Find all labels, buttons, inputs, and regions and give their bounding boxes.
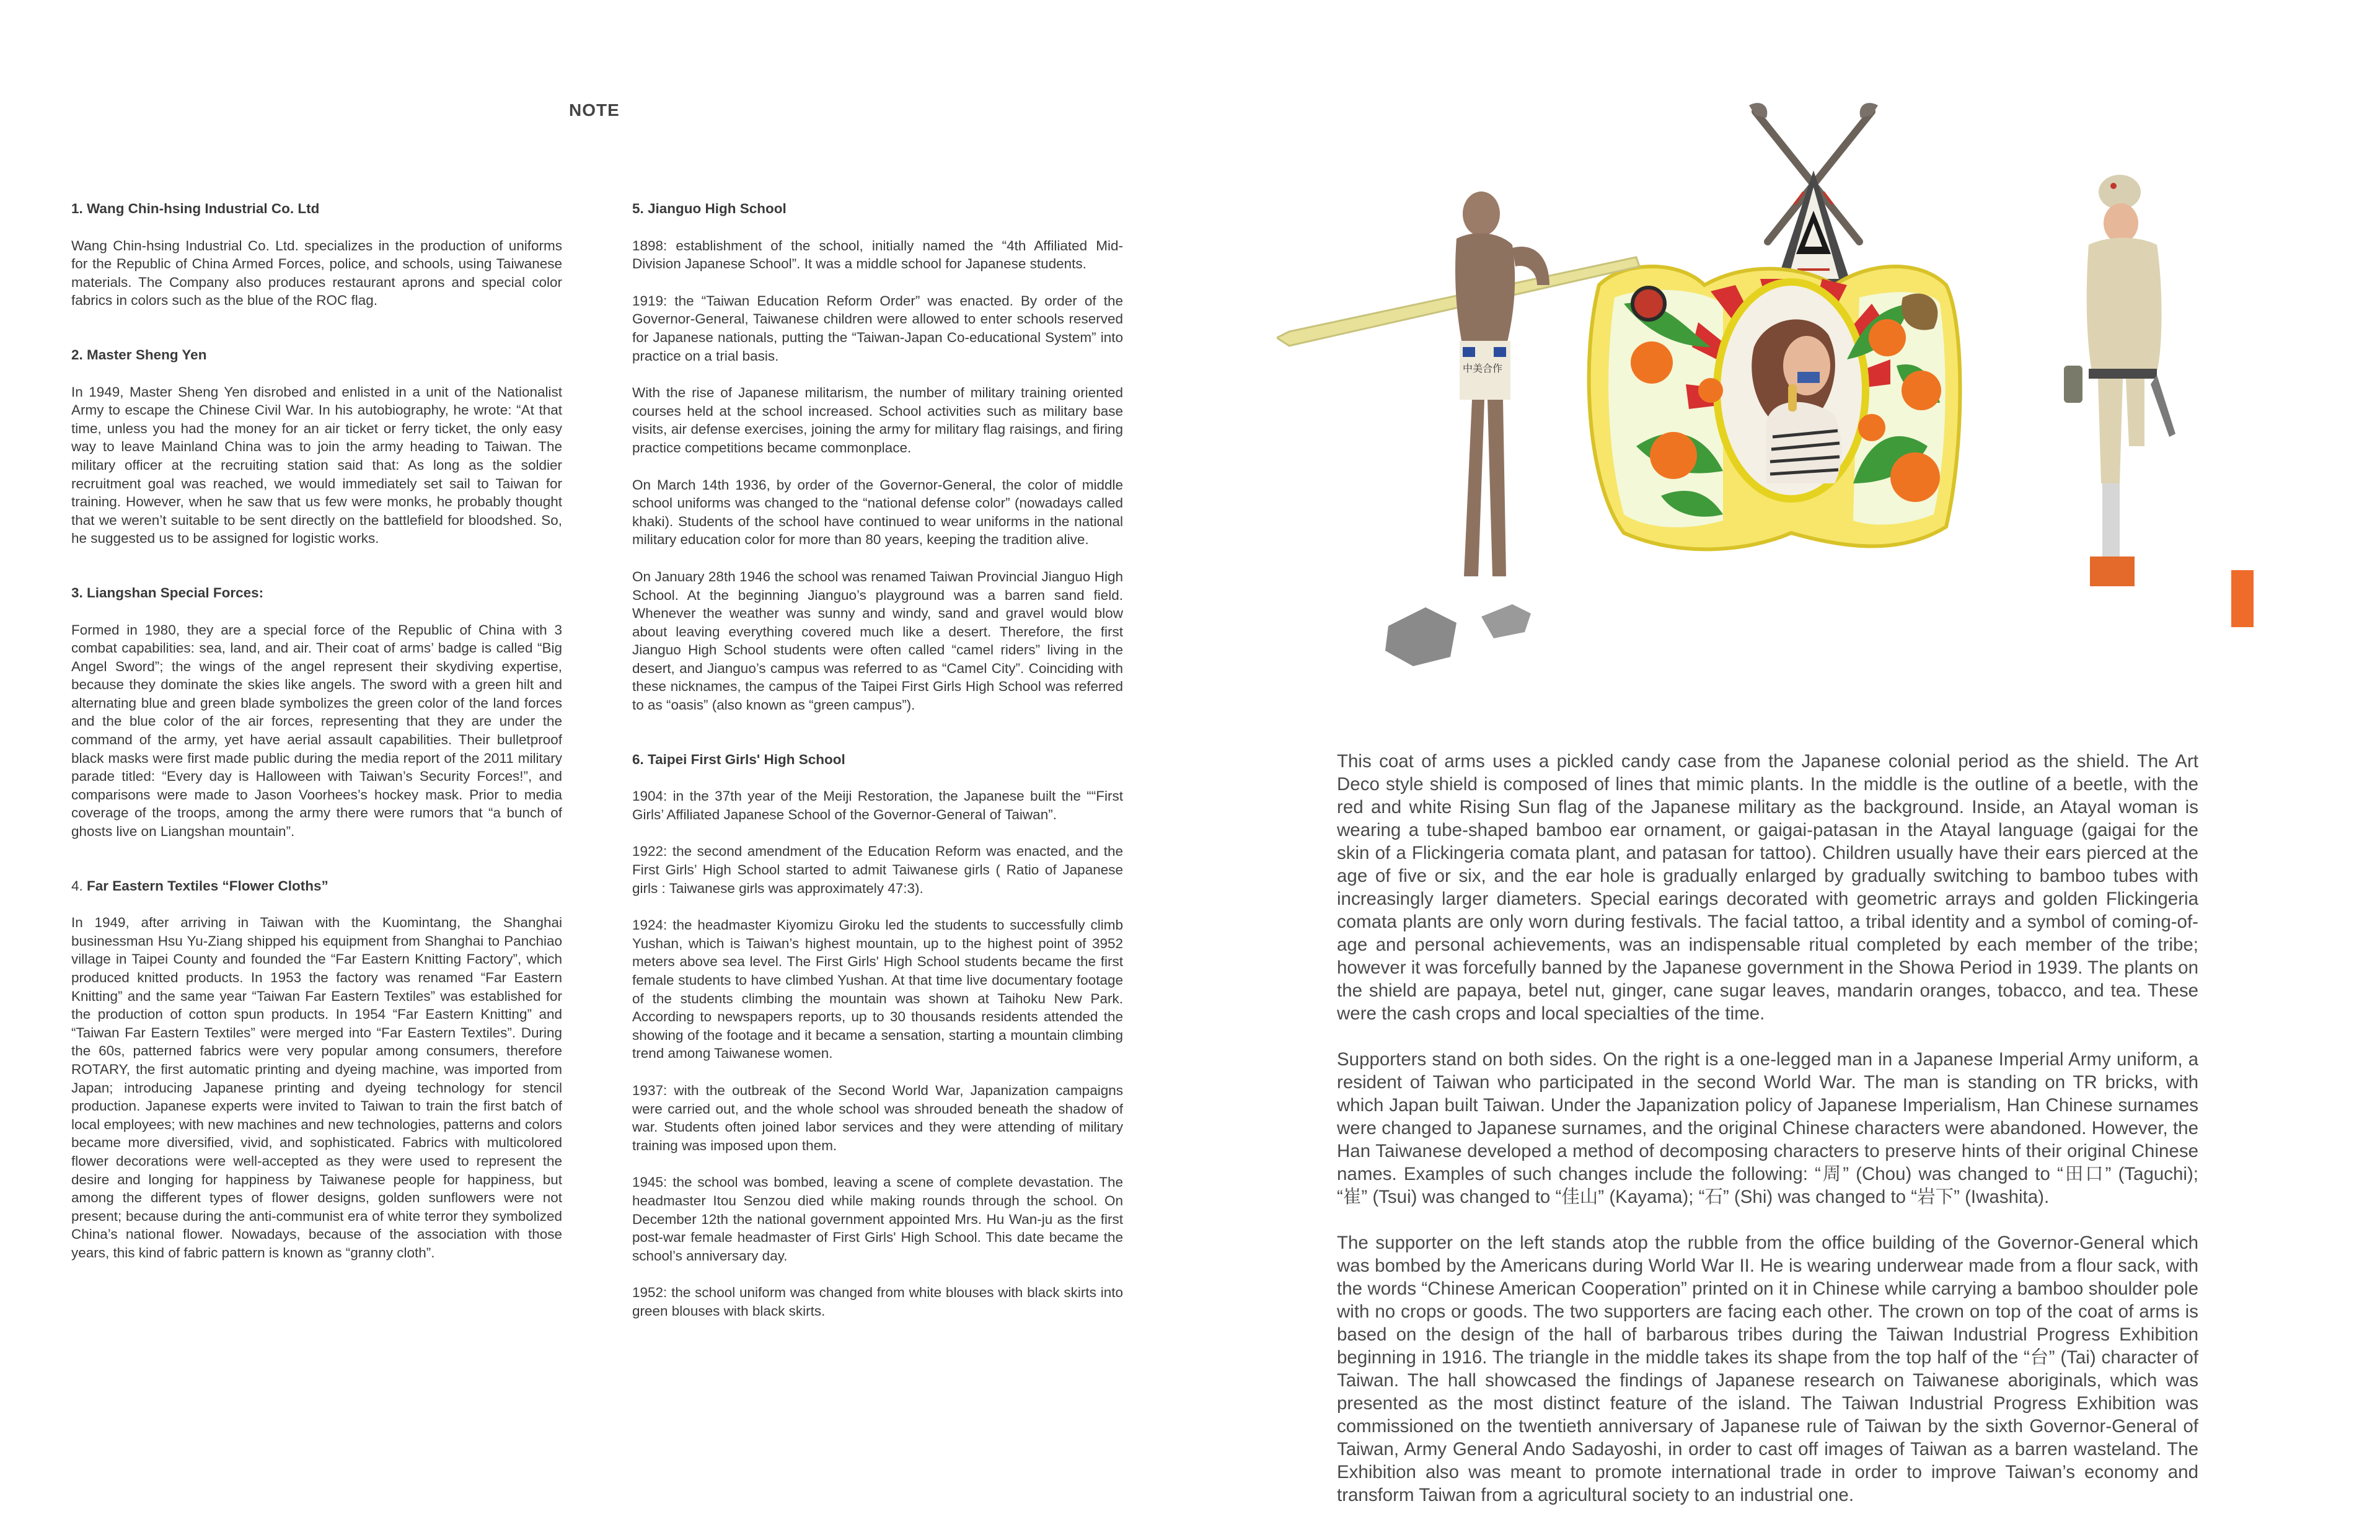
section-title: Far Eastern Textiles “Flower Cloths”	[87, 878, 328, 894]
rubble-left	[1385, 607, 1457, 666]
section-4	[71, 877, 562, 1262]
section-title: Taipei First Girls' High School	[648, 751, 845, 767]
section-heading	[632, 750, 1123, 769]
section-number: 6.	[632, 751, 644, 767]
tr-brick-2	[2231, 570, 2254, 627]
section-5	[632, 200, 1123, 715]
paragraph: On January 28th 1946 the school was renamed Taiwan Provincial Jianguo High School. At the beginning Jianguo’s playground was a barren sand field. Whenever the weather was sunny and windy, sand and gravel would blow about leaving everything covered much like a desert. Therefore, the first Jianguo High School students were often called “camel riders” living in the desert, and Jianguo’s campus was referred to as “Camel City”. Coinciding with these nicknames, the campus of the Taipei First Girls High School was referred to as “oasis” (also known as “green campus”).	[632, 568, 1123, 713]
rubble-right	[1481, 604, 1531, 638]
section-heading	[71, 584, 562, 602]
section-1	[71, 200, 562, 310]
tr-brick-1	[2090, 557, 2135, 586]
paragraph: 1904: in the 37th year of the Meiji Restoration, the Japanese built the ““First Girls’ Affiliated Japanese School of the Governor-General of Taiwan”.	[632, 788, 1123, 822]
section-title: Wang Chin-hsing Industrial Co. Ltd	[87, 201, 320, 216]
left-supporter	[1277, 191, 1639, 666]
section-3	[71, 584, 562, 841]
left-text-column	[71, 200, 562, 1298]
middle-text-column	[632, 200, 1123, 1357]
section-number: 2.	[71, 346, 83, 363]
section-title: Jianguo High School	[648, 201, 787, 216]
section-6	[632, 750, 1123, 1321]
paragraph: 1952: the school uniform was changed from white blouses with black skirts into green blouses with black skirts.	[632, 1285, 1123, 1319]
paragraph: Wang Chin-hsing Industrial Co. Ltd. specializes in the production of uniforms for the Republic of China Armed Forces, police, and schools, using Taiwanese materials. The Company also produces restaurant aprons and special color fabrics in colors such as the blue of the ROC flag.	[71, 237, 562, 309]
paragraph: 1937: with the outbreak of the Second World War, Japanization campaigns were carried out, and the whole school was shrouded beneath the shadow of war. Students often joined labor services and they were attending of military training was imposed upon them.	[632, 1082, 1123, 1153]
paragraph: 1922: the second amendment of the Education Reform was enacted, and the First Girls’ High School started to admit Taiwanese girls ( Ratio of Japanese girls : Taiwanese girls was approximately 47:3).	[632, 843, 1123, 896]
paragraph: Supporters stand on both sides. On the right is a one-legged man in a Japanese Imperial Army uniform, a resident of Taiwan who participated in the second World War. The man is standing on TR bricks, with which Japan built Taiwan. Under the Japanization policy of Japanese Imperialism, Han Chinese surnames were changed to Japanese surnames, and the original Chinese characters were abandoned. However, the Han Taiwanese developed a method of decomposing characters to preserve hints of their original Chinese names. Examples of such changes include the following: “周” (Chou) was changed to “田口” (Taguchi); “崔” (Tsui) was changed to “佳山” (Kayama); “石” (Shi) was changed to “岩下” (Iwashita).	[1337, 1049, 2198, 1207]
paragraph: With the rise of Japanese militarism, the number of military training oriented courses held at the school increased. School activities such as military base visits, air defense exercises, joining the army for military flag raisings, and firing practice competitions became commonplace.	[632, 385, 1123, 455]
section-title: Liangshan Special Forces:	[87, 584, 264, 601]
paragraph: Formed in 1980, they are a special force of the Republic of China with 3 combat capabilities: sea, land, and air. Their coat of arms’ badge is called “Big Angel Sword”; the wings of the angel represent their skydiving expertise, because they dominate the skies like angels. The sword with a green hilt and alternating blue and green blade symbolizes the green color of the land forces and the blue color of the air forces, representing that they are under the command of the army, yet have aerial assault capabilities. Their bulletproof black masks were first made public during the media report of the 2011 military parade titled: “Every day is Halloween with Taiwan’s Security Forces!”, and comparisons were made to Jason Voorhees’s hockey mask. Prior to media coverage of the troops, among the army there were rumors that “a bunch of ghosts live on Liangshan mountain”.	[71, 622, 562, 840]
paragraph: In 1949, after arriving in Taiwan with the Kuomintang, the Shanghai businessman Hsu Yu-Ziang shipped his equipment from Shanghai to Panchiao village in Taipei County and founded the “Far Eastern Knitting Factory”, which produced knitted products. In 1953 the factory was renamed “Far Eastern Knitting” and the same year “Taiwan Far Eastern Textiles” was established for the production of cotton spun products. In 1954 “Far Eastern Knitting” and “Taiwan Far Eastern Textiles” were merged into “Far Eastern Textiles”. During the 60s, patterned fabrics were very popular among consumers, therefore ROTARY, the first automatic printing and dyeing machine, was imported from Japan; introducing Japanese printing and dyeing technology for stencil production. Japanese experts were invited to Taiwan to train the first batch of local employees; with new machines and new technologies, patterns and colors became more diversified, vivid, and sophisticated. Fabrics with multicolored flower decorations were well-accepted as they were used to represent the desire and longing for happiness by Taiwanese people for happiness, but among the different types of flower designs, golden sunflowers were not present; because during the anti-communist era of white terror they symbolized China’s national flower. Nowadays, because of the association with those years, this kind of fabric pattern is known as “granny cloth”.	[71, 915, 562, 1261]
section-heading	[632, 200, 1123, 218]
paragraph: In 1949, Master Sheng Yen disrobed and enlisted in a unit of the Nationalist Army to escape the Chinese Civil War. In his autobiography, he wrote: “At that time, unless you had the money for an air ticket or ferry ticket, the only easy way to leave Mainland China was to join the army heading to Taiwan. The military officer at the recruiting station said that: As long as the soldier recruitment goal was reached, we would immediately set sail to Taiwan for training. However, when he saw that us few were monks, he probably thought that we weren’t suitable to be sent directly on the battlefield for bloodshed. So, he suggested us to be assigned for logistic works.	[71, 384, 562, 547]
paragraph: On March 14th 1936, by order of the Governor-General, the color of middle school uniforms was changed to the “national defense color” (nowadays called khaki). Students of the school have continued to wear uniforms in the national military education color for more than 80 years, keeping the tradition alive.	[632, 477, 1123, 548]
spear-tips	[1749, 103, 1878, 118]
section-number: 3.	[71, 584, 83, 601]
paragraph: 1945: the school was bombed, leaving a scene of complete devastation. The headmaster Itou Senzou died while making rounds through the school. On December 12th the national government appointed Mrs. Hu Wan-ju as the first post-war female headmaster of First Girls' High School. This date became the school’s anniversary day.	[632, 1174, 1123, 1264]
paragraph: 1924: the headmaster Kiyomizu Giroku led the students to successfully climb Yushan, which is Taiwan’s highest mountain, up to the highest point of 3952 meters above sea level. The First Girls' High School students became the first female students to have climbed Yushan. At that time live documentary footage of the students climbing the mountain was shown at Taihoku New Park. According to newspapers reports, up to 30 thousands residents attended the showing of the footage and it became a sensation, starting a mountain climbing trend among Taiwanese women.	[632, 917, 1123, 1062]
right-supporter	[2064, 175, 2254, 627]
flour-sack-text: 中美合作	[1463, 364, 1503, 374]
paragraph: 1898: establishment of the school, initially named the “4th Affiliated Mid-Division Japanese School”. It was a middle school for Japanese students.	[632, 237, 1123, 272]
paragraph: This coat of arms uses a pickled candy case from the Japanese colonial period as the shield. The Art Deco style shield is composed of lines that mimic plants. In the middle is the outline of a beetle, with the red and white Rising Sun flag of the Japanese military as the background. Inside, an Atayal woman is wearing a tube-shaped bamboo ear ornament, or gaigai-patasan in the Atayal language (gaigai for the skin of a Flickingeria comata plant, and patasan for tattoo). Children usually have their ears pierced at the age of five or six, and the ear hole is gradually enlarged by gradually switching to bamboo tubes with increasingly larger diameters. Special earings decorated with geometric arrays and golden Flickingeria comata plants are only worn during festivals. The facial tattoo, a tribal identity and a symbol of coming-of-age and personal achievements, was an indispensable ritual completed by each member of the tribe; however it was forcefully banned by the Japanese government in the Showa Period in 1939. The plants on the shield are papaya, betel nut, ginger, cane sugar leaves, mandarin oranges, tobacco, and tea. These were the cash crops and local specialties of the time.	[1337, 751, 2198, 1024]
section-heading	[71, 877, 562, 895]
section-number: 4.	[71, 878, 83, 894]
section-number: 1.	[71, 201, 83, 216]
paragraph: 1919: the “Taiwan Education Reform Order” was enacted. By order of the Governor-General, Taiwanese children were allowed to enter schools reserved for Japanese nationals, putting the “Taiwan-Japan Co-educational System” into practice on a trial basis.	[632, 293, 1123, 364]
right-text-column	[1337, 750, 2198, 1529]
section-2	[71, 346, 562, 548]
paragraph: The supporter on the left stands atop the rubble from the office building of the Governor-General which was bombed by the Americans during World War II. He is wearing underwear made from a flour sack, with the words “Chinese American Cooperation” printed on it in Chinese while carrying a bamboo shoulder pole with no crops or goods. The two supporters are facing each other. The crown on top of the coat of arms is based on the design of the hall of barbarous tribes during the Taiwan Industrial Progress Exhibition beginning in 1916. The triangle in the middle takes its shape from the top half of the “台” (Tai) character of Taiwan. The hall showcased the findings of Japanese research on Taiwanese aboriginals, which was presented as the most distinct feature of the island. The Taiwan Industrial Progress Exhibition was commissioned on the twentieth anniversary of Japanese rule of Taiwan by the sixth Governor-General of Taiwan, Army General Ando Sadayoshi, in order to cast off images of Taiwan as a barren wasteland. The Exhibition also was meant to promote international trade in order to improve Taiwan’s economy and transform Taiwan from a agricultural society to an industrial one.	[1337, 1233, 2198, 1505]
section-number: 5.	[632, 201, 644, 216]
section-heading	[71, 346, 562, 364]
section-heading	[71, 200, 562, 218]
seal-icon	[1633, 288, 1665, 320]
note-title: NOTE	[569, 100, 620, 120]
coat-of-arms-illustration	[1277, 99, 2281, 682]
section-title: Master Sheng Yen	[87, 346, 207, 363]
crown-triangle	[1776, 170, 1851, 285]
shield	[1589, 266, 1960, 549]
